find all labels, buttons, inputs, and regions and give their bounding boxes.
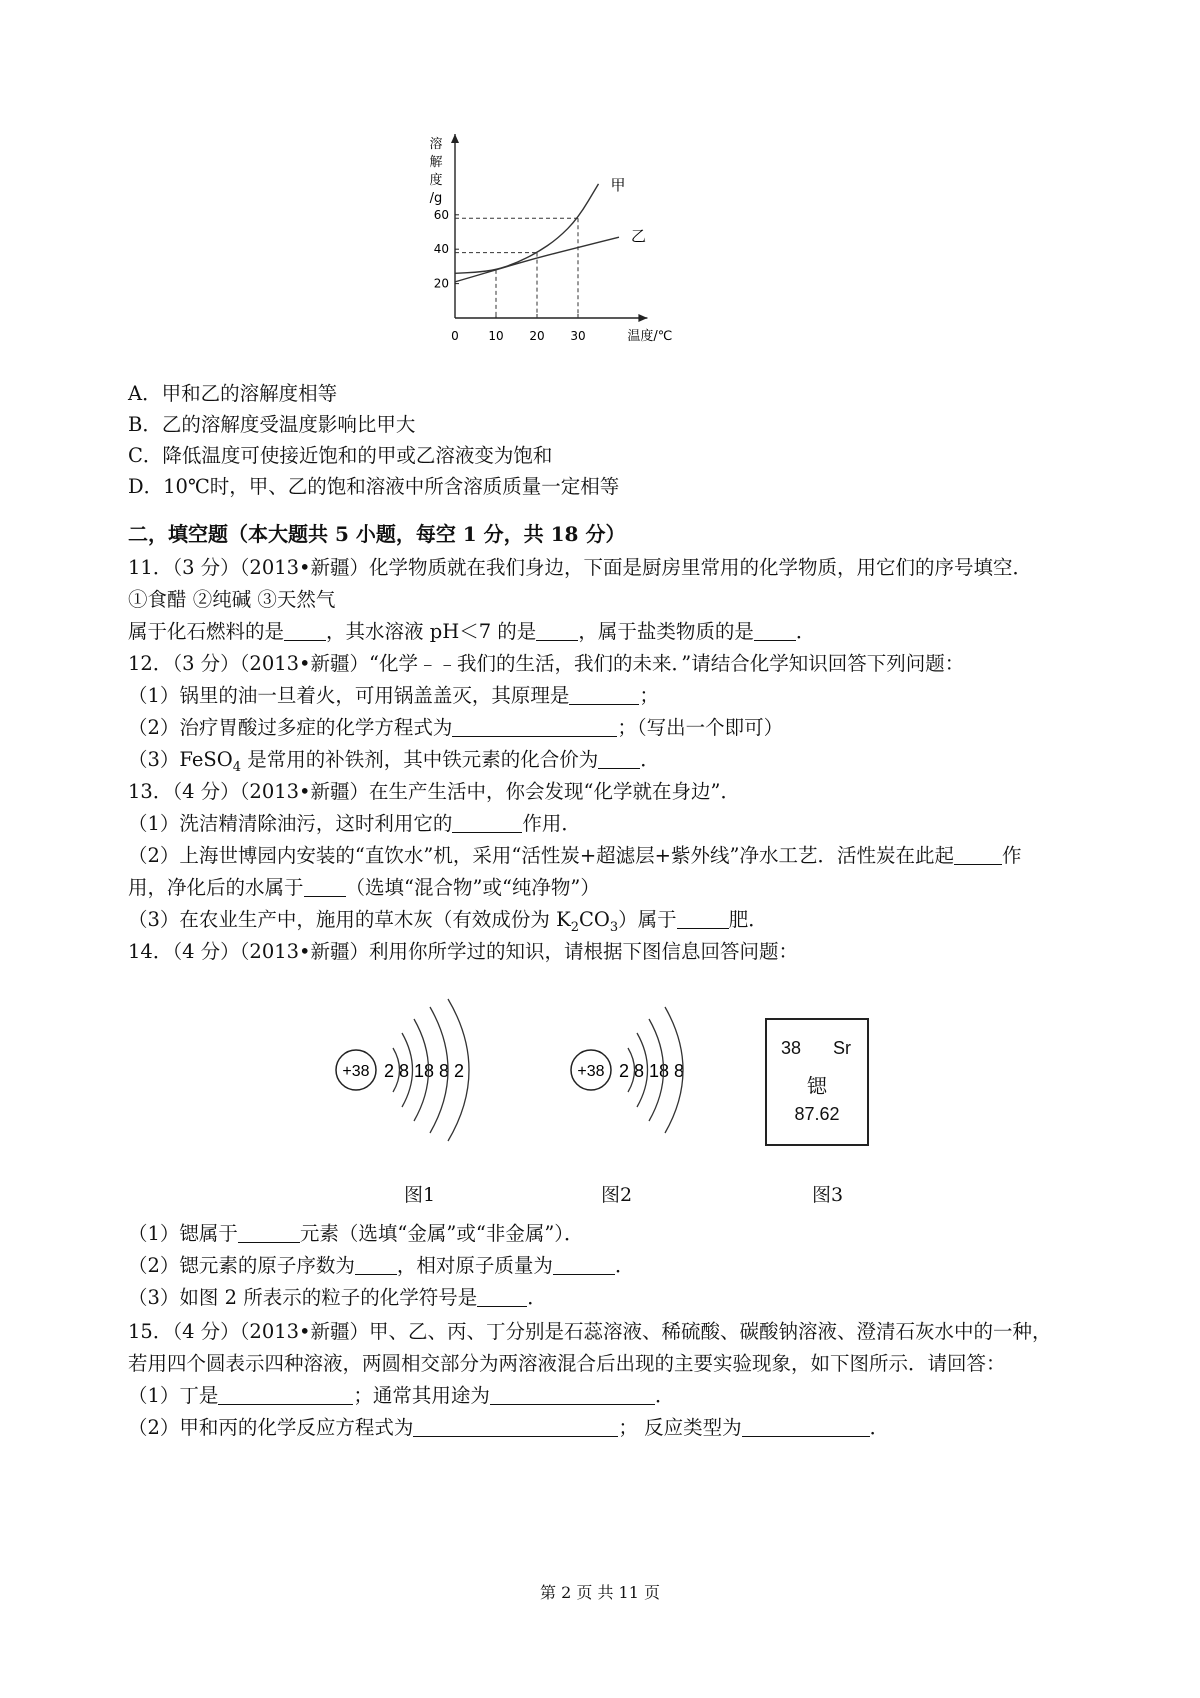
caption-fig1: 图1 xyxy=(404,1184,436,1206)
fig2-shells: 2 8 18 8 xyxy=(619,1061,685,1081)
q13-sub1 xyxy=(128,810,581,838)
y-axis-arrow xyxy=(451,134,459,143)
q11-blank-3[interactable] xyxy=(754,620,796,641)
y-axis-label-char: 度 xyxy=(429,173,443,188)
q12-blank-1[interactable] xyxy=(569,684,639,705)
option-b: B．乙的溶解度受温度影响比甲大 xyxy=(128,413,416,436)
q13-sub1-end: 作用． xyxy=(522,812,581,835)
q15-blank-2[interactable] xyxy=(490,1384,655,1405)
q13-sub3-mid: ）属于 xyxy=(618,908,677,931)
q12-sub3-subscript: 4 xyxy=(232,759,242,775)
q15-sub2-mid: ； 反应类型为 xyxy=(618,1416,742,1439)
q12-sub1 xyxy=(128,682,659,710)
solubility-chart xyxy=(420,132,750,382)
q11-text-3: ，属于盐类物质的是 xyxy=(578,620,754,643)
q13-sub3-sub1: 2 xyxy=(570,919,579,935)
y-tick-label: 40 xyxy=(433,242,449,257)
fig2-nucleus: +38 xyxy=(577,1063,605,1080)
q15-sub1-mid: ；通常其用途为 xyxy=(353,1384,490,1407)
q12-sub2 xyxy=(128,714,783,742)
q12-sub2-end: ；（写出一个即可） xyxy=(617,716,784,739)
figure-2-ion-diagram xyxy=(565,985,725,1145)
q13-sub2-text: （2）上海世博园内安装的“直饮水”机，采用“活性炭+超滤层+紫外线”净水工艺．活性炭在此起 xyxy=(128,844,954,867)
q15-sub2 xyxy=(128,1414,889,1442)
q14-sub2-text: （2）锶元素的原子序数为 xyxy=(128,1254,355,1277)
q12-stem: 12．（3 分）（2013•新疆）“化学﹣﹣我们的生活，我们的未来．”请结合化学知识回答下列问题： xyxy=(128,652,965,675)
q12-sub3-end: ． xyxy=(640,748,660,771)
q11-stem: 11．（3 分）（2013•新疆）化学物质就在我们身边，下面是厨房里常用的化学物质，用它们的序号填空． xyxy=(128,556,1033,579)
x-tick-label: 0 xyxy=(451,329,459,343)
option-c: C．降低温度可使接近饱和的甲或乙溶液变为饱和 xyxy=(128,444,553,467)
q11-text-2: ，其水溶液 pH＜7 的是 xyxy=(326,620,537,643)
q12-sub3-text: （3）FeSO xyxy=(128,748,233,771)
x-tick-label: 30 xyxy=(570,329,586,343)
q13-sub3-sub2: 3 xyxy=(609,919,619,935)
q14-sub2-mid: ，相对原子质量为 xyxy=(396,1254,553,1277)
q15-blank-4[interactable] xyxy=(742,1416,870,1437)
option-d: D．10℃时，甲、乙的饱和溶液中所含溶质质量一定相等 xyxy=(128,475,620,498)
q13-sub2-cont xyxy=(128,874,600,902)
q12-sub1-text: （1）锅里的油一旦着火，可用锅盖盖灭，其原理是 xyxy=(128,684,570,707)
q13-sub2 xyxy=(128,842,1021,870)
q15-blank-3[interactable] xyxy=(413,1416,618,1437)
q14-sub3-text: （3）如图 2 所表示的粒子的化学符号是 xyxy=(128,1286,478,1309)
q15-sub2-text: （2）甲和丙的化学反应方程式为 xyxy=(128,1416,414,1439)
fig3-atomic-mass: 87.62 xyxy=(794,1104,840,1124)
q12-blank-3[interactable] xyxy=(598,748,640,769)
q14-sub2 xyxy=(128,1252,634,1280)
q13-sub3-co: CO xyxy=(578,908,610,931)
q13-sub2-end: 作 xyxy=(1001,844,1022,867)
series-line-jia xyxy=(455,184,599,273)
x-tick-label: 20 xyxy=(529,329,545,343)
q15-stem-2: 若用四个圆表示四种溶液，两圆相交部分为两溶液混合后出现的主要实验现象，如下图所示．请回答： xyxy=(128,1352,1006,1375)
q11-blanks-line xyxy=(128,618,815,646)
caption-fig3: 图3 xyxy=(812,1184,844,1206)
q12-blank-2[interactable] xyxy=(452,716,617,737)
q13-blank-3[interactable] xyxy=(304,876,346,897)
q13-sub2-cont-text: 用，净化后的水属于 xyxy=(128,876,304,899)
y-axis-label-char: /g xyxy=(429,191,443,206)
q13-blank-4[interactable] xyxy=(677,908,729,929)
q15-sub1 xyxy=(128,1382,674,1410)
q12-sub2-text: （2）治疗胃酸过多症的化学方程式为 xyxy=(128,716,453,739)
q15-sub2-end: ． xyxy=(869,1416,890,1439)
q14-sub3-end: ． xyxy=(527,1286,547,1309)
option-a: A．甲和乙的溶解度相等 xyxy=(128,382,338,405)
q13-sub2-cont-end: （选填“混合物”或“纯净物”） xyxy=(345,876,600,899)
figure-1-atom-diagram xyxy=(330,985,510,1145)
q13-blank-2[interactable] xyxy=(954,844,1002,865)
fig3-element-name: 锶 xyxy=(807,1074,827,1098)
fig1-shells: 2 8 18 8 2 xyxy=(384,1061,465,1081)
q14-sub1-end: 元素（选填“金属”或“非金属”）． xyxy=(299,1222,584,1245)
fig1-nucleus: +38 xyxy=(342,1063,370,1080)
q14-blank-1[interactable] xyxy=(238,1222,300,1243)
x-axis-label: 温度/℃ xyxy=(627,329,673,344)
q11-items: ①食醋 ②纯碱 ③天然气 xyxy=(128,588,336,611)
q12-sub3 xyxy=(128,746,660,782)
q14-sub1-text: （1）锶属于 xyxy=(128,1222,238,1245)
q13-sub3-end: 肥． xyxy=(728,908,768,931)
q14-sub3 xyxy=(128,1284,547,1312)
q12-sub3-mid: 是常用的补铁剂，其中铁元素的化合价为 xyxy=(241,748,599,771)
y-axis-label-char: 解 xyxy=(429,155,443,170)
q13-blank-1[interactable] xyxy=(452,812,522,833)
y-axis-label-char: 溶 xyxy=(429,137,443,152)
q13-stem: 13．（4 分）（2013•新疆）在生产生活中，你会发现“化学就在身边”． xyxy=(128,780,740,803)
q13-sub3-text: （3）在农业生产中，施用的草木灰（有效成份为 K xyxy=(128,908,571,931)
q13-sub3 xyxy=(128,906,768,942)
q15-sub1-end: ． xyxy=(654,1384,675,1407)
page-footer: 第 2 页 共 11 页 xyxy=(540,1583,660,1602)
q11-blank-2[interactable] xyxy=(536,620,578,641)
q15-stem-1: 15．（4 分）（2013•新疆）甲、乙、丙、丁分别是石蕊溶液、稀硫酸、碳酸钠溶液、澄清石灰水中的一种， xyxy=(128,1320,1052,1343)
x-axis-arrow xyxy=(638,314,647,322)
y-tick-label: 20 xyxy=(433,276,449,291)
q15-sub1-text: （1）丁是 xyxy=(128,1384,219,1407)
q11-blank-1[interactable] xyxy=(284,620,326,641)
q14-blank-2[interactable] xyxy=(355,1254,397,1275)
q12-sub1-end: ； xyxy=(639,684,659,707)
q14-blank-3[interactable] xyxy=(553,1254,615,1275)
caption-fig2: 图2 xyxy=(601,1184,633,1206)
series-label-jia: 甲 xyxy=(610,175,626,194)
x-tick-label: 10 xyxy=(488,329,504,343)
fig3-symbol: Sr xyxy=(833,1038,851,1058)
q14-sub2-end: ． xyxy=(614,1254,635,1277)
figure-3-element-cell xyxy=(765,1018,869,1146)
q13-sub1-text: （1）洗洁精清除油污，这时利用它的 xyxy=(128,812,453,835)
y-tick-label: 60 xyxy=(433,207,449,222)
section-heading: 二，填空题（本大题共 5 小题，每空 1 分，共 18 分） xyxy=(128,522,626,546)
fig3-atomic-number: 38 xyxy=(781,1038,802,1058)
q14-blank-4[interactable] xyxy=(477,1286,527,1307)
q14-stem: 14．（4 分）（2013•新疆）利用你所学过的知识，请根据下图信息回答问题： xyxy=(128,940,799,963)
series-label-yi: 乙 xyxy=(631,227,647,246)
q15-blank-1[interactable] xyxy=(218,1384,353,1405)
q14-sub1 xyxy=(128,1220,584,1248)
q11-text-1: 属于化石燃料的是 xyxy=(128,620,285,643)
q11-text-4: ． xyxy=(795,620,816,643)
